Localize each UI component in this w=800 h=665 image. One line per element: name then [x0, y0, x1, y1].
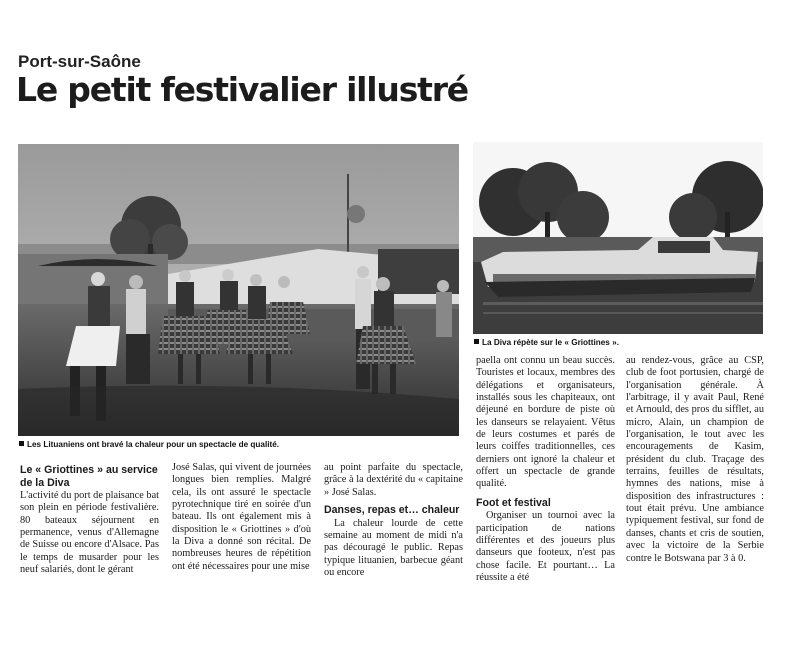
photo-dancers-caption	[19, 440, 279, 449]
paragraph: La chaleur lourde de cette semaine au moment de midi n'a pas découragé le public. Repas typique lituanien, barbecue géant ou encore	[324, 517, 463, 578]
column-3	[324, 462, 463, 579]
subhead-foot: Foot et festival	[476, 496, 551, 509]
photo-boat	[473, 142, 763, 334]
photo-boat-caption	[474, 338, 619, 347]
kicker: Port-sur-Saône	[18, 52, 141, 71]
paragraph: au point parfaite du spectacle, grâce à la dextérité du « capitaine » José Salas.	[324, 462, 463, 498]
caption-text: Les Lituaniens ont bravé la chaleur pour un spectacle de qualité.	[27, 440, 280, 449]
paragraph: L'activité du port de plaisance bat son plein en période festivalière. 80 bateaux séjournent en permanence, venus d'Allemagne de Suisse ou encore d'Alsace. Pas le temps de musarder pour les neuf salariés, dont le gérant	[20, 490, 159, 576]
caption-bullet-icon	[474, 339, 479, 344]
subhead-danses: Danses, repas et… chaleur	[324, 504, 460, 517]
column-5	[626, 355, 764, 565]
photo-dancers	[18, 144, 459, 436]
column-4	[476, 355, 615, 584]
headline: Le petit festivalier illustré	[16, 70, 468, 109]
paragraph: paella ont connu un beau succès. Touristes et locaux, membres des délégations et organisateurs, installés sous les chapiteaux, ont déjeuné en bordure de piste où les danseurs se relayaient. Vêtus de leurs costumes et parés de leurs coiffes traditionnelles, ces derniers ont ignoré la chaleur et offert un spectacle de grande qualité.	[476, 355, 615, 490]
paragraph: Organiser un tournoi avec la participation de nations différentes et des joueurs plus danseurs que footeux, n'est pas chose facile. Et pourtant… La réussite a été	[476, 510, 615, 583]
caption-bullet-icon	[19, 441, 24, 446]
column-1	[20, 464, 159, 576]
paragraph: au rendez-vous, grâce au CSP, club de foot portusien, chargé de l'organisation générale. À l'arbitrage, il y avait Paul, René et Arnould, des pros du sifflet, au micro, Alain, un champion de l'organisation, le tout avec les encouragements de Kasim, président du club. Traçage des terrains, feuilles de résultats, hymnes des nations, mise à disposition des infrastructures : tout était prévu. Une ambiance typiquement festival, sur fond de danses, chants et cris de soutien, avec la victoire de la Serbie contre le Botswana par 3 à 0.	[626, 355, 764, 564]
paragraph: José Salas, qui vivent de journées longues bien remplies. Malgré cela, ils ont assuré le spectacle pyrotechnique tiré en soirée d'un bateau. Ils ont également mis à disposition le « Griottines » d'où la Diva a donné son récital. De nombreuses heures de répétition ont été nécessaires pour une mise	[172, 462, 311, 572]
caption-text: La Diva répète sur le « Griottines ».	[482, 338, 619, 347]
column-2	[172, 462, 311, 573]
subhead-griottines: Le « Griottines » au service de la Diva	[20, 464, 158, 489]
